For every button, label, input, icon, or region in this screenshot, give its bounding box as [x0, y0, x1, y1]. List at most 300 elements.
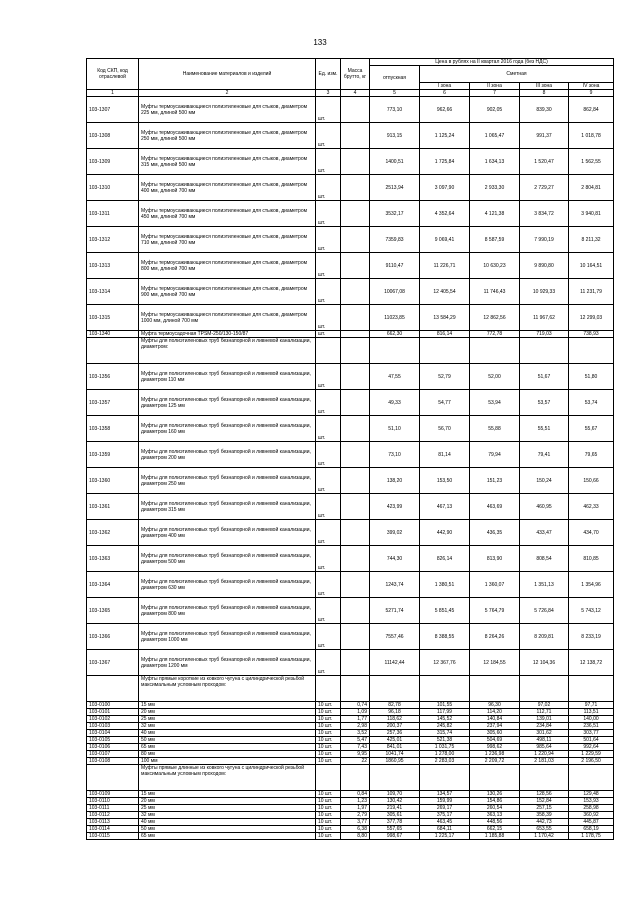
table-cell-name: Муфты для полиэтиленовых труб безнапорной и ливневой канализации, диаметром 125 мм [139, 390, 316, 416]
table-cell-release-price: 130,42 [370, 798, 420, 805]
table-cell-mass: 22 [341, 758, 370, 765]
page-number: 133 [313, 38, 327, 47]
table-cell-zone-4-price: 862,84 [569, 97, 614, 123]
table-cell-mass: 1,97 [341, 805, 370, 812]
table-cell-zone-4-price: 153,93 [569, 798, 614, 805]
table-cell-name: Муфты для полиэтиленовых труб безнапорной и ливневой канализации, диаметром 160 мм [139, 416, 316, 442]
table-cell-zone-3-price: 839,30 [520, 97, 569, 123]
table-cell-zone-1-price: 1 278,00 [420, 751, 470, 758]
table-cell-unit: 10 шт. [316, 723, 341, 730]
table-row [87, 572, 614, 598]
table-cell-mass [341, 520, 370, 546]
table-cell-zone-4-price: 501,64 [569, 737, 614, 744]
table-cell-zone-4-price: 51,80 [569, 364, 614, 390]
table-cell-zone-2-price: 504,69 [470, 737, 520, 744]
table-cell-zone-2-price: 96,30 [470, 702, 520, 709]
table-cell-unit: 10 шт. [316, 737, 341, 744]
table-cell-release-price: 73,10 [370, 442, 420, 468]
table-cell-unit: 10 шт. [316, 798, 341, 805]
table-row [87, 744, 614, 751]
table-cell-release-price: 1400,51 [370, 149, 420, 175]
table-cell-zone-2-price [470, 338, 520, 364]
table-cell-mass [341, 201, 370, 227]
table-cell-zone-2-price: 902,05 [470, 97, 520, 123]
table-cell-zone-3-price: 11 967,62 [520, 305, 569, 331]
table-cell-name: Муфта термоусадочная TPSM-250/130-150/87 [139, 331, 316, 338]
table-cell-code: 103-1367 [87, 650, 139, 676]
table-cell-name: Муфты для полиэтиленовых труб безнапорной и ливневой канализации, диаметром 315 мм [139, 494, 316, 520]
table-cell-zone-4-price: 1 018,78 [569, 123, 614, 149]
table-cell-zone-3-price: 2 181,03 [520, 758, 569, 765]
table-cell-zone-1-price: 159,99 [420, 798, 470, 805]
table-cell-release-price: 557,65 [370, 826, 420, 833]
table-cell-zone-3-price: 1 520,47 [520, 149, 569, 175]
table-cell-release-price: 913,15 [370, 123, 420, 149]
table-cell-zone-3-price: 7 990,19 [520, 227, 569, 253]
table-cell-code: 103-0105 [87, 737, 139, 744]
table-cell-code: 103-1362 [87, 520, 139, 546]
table-cell-zone-1-price: 134,57 [420, 791, 470, 798]
table-cell-unit: шт. [316, 227, 341, 253]
table-cell-unit: 10 шт. [316, 758, 341, 765]
table-cell-release-price [370, 676, 420, 702]
table-cell-zone-2-price: 237,94 [470, 723, 520, 730]
table-cell-zone-4-price: 55,67 [569, 416, 614, 442]
table-cell-zone-2-price: 463,69 [470, 494, 520, 520]
table-cell-unit: шт. [316, 149, 341, 175]
table-cell-zone-3-price: 433,47 [520, 520, 569, 546]
table-row [87, 791, 614, 798]
table-cell-code: 103-1313 [87, 253, 139, 279]
table-cell-zone-3-price: 719,03 [520, 331, 569, 338]
table-cell-code: 103-1358 [87, 416, 139, 442]
table-cell-zone-4-price: 12 138,72 [569, 650, 614, 676]
header-price-group: Цена в рублях на II квартал 2016 года (без НДС) [370, 59, 614, 66]
table-cell-zone-4-price: 12 299,03 [569, 305, 614, 331]
table-cell-zone-1-price: 1 031,75 [420, 744, 470, 751]
table-cell-unit: шт. [316, 123, 341, 149]
table-cell-code: 103-0103 [87, 723, 139, 730]
table-cell-name: Муфты для полиэтиленовых труб безнапорной и ливневой канализации, диаметром 1000 мм [139, 624, 316, 650]
table-cell-unit: шт. [316, 390, 341, 416]
table-cell-name: Муфты прямые короткие из ковкого чугуна с цилиндрической резьбой максимальным условным проходом: [139, 676, 316, 702]
table-cell-unit: шт. [316, 175, 341, 201]
table-cell-release-price: 10067,08 [370, 279, 420, 305]
column-number: 1 [87, 90, 139, 97]
table-row [87, 676, 614, 702]
table-cell-release-price: 118,62 [370, 716, 420, 723]
table-cell-zone-1-price: 1 225,17 [420, 833, 470, 840]
table-cell-name: 20 мм [139, 798, 316, 805]
table-cell-zone-4-price [569, 765, 614, 791]
table-cell-mass: 7,43 [341, 744, 370, 751]
table-cell-code: 103-0108 [87, 758, 139, 765]
table-cell-zone-1-price: 1 380,51 [420, 572, 470, 598]
header-zone-3: III зона [520, 83, 569, 90]
table-cell-unit: шт. [316, 97, 341, 123]
table-cell-name: 40 мм [139, 730, 316, 737]
table-cell-mass [341, 598, 370, 624]
table-row [87, 598, 614, 624]
table-cell-zone-2-price: 662,15 [470, 826, 520, 833]
table-cell-release-price: 49,33 [370, 390, 420, 416]
table-cell-zone-3-price: 985,64 [520, 744, 569, 751]
table-cell-zone-2-price: 1 634,13 [470, 149, 520, 175]
table-cell-zone-4-price: 434,70 [569, 520, 614, 546]
table-row [87, 758, 614, 765]
table-cell-name: Муфты для полиэтиленовых труб безнапорной и ливневой канализации, диаметром 1200 мм [139, 650, 316, 676]
table-cell-zone-1-price: 4 352,64 [420, 201, 470, 227]
table-cell-unit: шт. [316, 572, 341, 598]
table-cell-zone-3-price: 97,02 [520, 702, 569, 709]
table-cell-name: Муфты для полиэтиленовых труб безнапорной и ливневой канализации, диаметром 400 мм [139, 520, 316, 546]
table-cell-unit: шт. [316, 305, 341, 331]
table-cell-code: 103-1366 [87, 624, 139, 650]
table-cell-zone-4-price: 79,65 [569, 442, 614, 468]
table-cell-release-price: 744,30 [370, 546, 420, 572]
table-cell-mass [341, 624, 370, 650]
table-cell-name: Муфты прямые длинные из ковкого чугуна с цилиндрической резьбой максимальным условным проходом: [139, 765, 316, 791]
table-cell-name: Муфты термоусаживающиеся полиэтиленовые для стыков, диаметром 450 мм, длиной 700 мм [139, 201, 316, 227]
table-cell-mass [341, 279, 370, 305]
table-cell-zone-2-price: 1 065,47 [470, 123, 520, 149]
table-row [87, 833, 614, 840]
table-cell-zone-1-price: 54,77 [420, 390, 470, 416]
column-number: 7 [470, 90, 520, 97]
table-cell-zone-3-price [520, 765, 569, 791]
table-cell-mass [341, 364, 370, 390]
table-cell-code: 103-0115 [87, 833, 139, 840]
table-cell-zone-3-price: 12 104,36 [520, 650, 569, 676]
table-cell-zone-1-price: 315,74 [420, 730, 470, 737]
table-cell-mass [341, 149, 370, 175]
table-cell-release-price: 425,01 [370, 737, 420, 744]
table-cell-zone-4-price: 658,19 [569, 826, 614, 833]
table-cell-zone-2-price: 8 587,59 [470, 227, 520, 253]
table-cell-name: Муфты термоусаживающиеся полиэтиленовые для стыков, диаметром 900 мм, длиной 700 мм [139, 279, 316, 305]
table-cell-zone-4-price: 236,51 [569, 723, 614, 730]
table-row [87, 723, 614, 730]
table-cell-zone-4-price: 738,93 [569, 331, 614, 338]
table-cell-unit: шт. [316, 520, 341, 546]
table-cell-code: 103-1357 [87, 390, 139, 416]
table-row [87, 97, 614, 123]
table-cell-unit: шт. [316, 416, 341, 442]
table-cell-zone-4-price: 2 196,50 [569, 758, 614, 765]
table-cell-name: 15 мм [139, 791, 316, 798]
table-cell-release-price: 998,67 [370, 833, 420, 840]
table-cell-zone-3-price: 8 209,81 [520, 624, 569, 650]
table-cell-zone-3-price: 9 890,80 [520, 253, 569, 279]
table-cell-release-price: 9110,47 [370, 253, 420, 279]
table-cell-code: 103-1309 [87, 149, 139, 175]
table-cell-code: 103-0101 [87, 709, 139, 716]
table-cell-unit: шт. [316, 494, 341, 520]
table-cell-mass [341, 765, 370, 791]
table-cell-name: Муфты термоусаживающиеся полиэтиленовые для стыков, диаметром 800 мм, длиной 700 мм [139, 253, 316, 279]
table-cell-zone-4-price: 150,66 [569, 468, 614, 494]
table-row [87, 716, 614, 723]
table-cell-unit: шт. [316, 546, 341, 572]
table-cell-zone-3-price: 10 929,33 [520, 279, 569, 305]
table-cell-zone-2-price: 140,84 [470, 716, 520, 723]
table-cell-mass [341, 416, 370, 442]
table-cell-zone-4-price [569, 676, 614, 702]
table-cell-zone-2-price: 12 862,56 [470, 305, 520, 331]
column-number: 2 [139, 90, 316, 97]
table-cell-zone-1-price: 521,38 [420, 737, 470, 744]
table-row [87, 468, 614, 494]
column-number: 8 [520, 90, 569, 97]
table-cell-zone-1-price: 2 283,03 [420, 758, 470, 765]
table-cell-zone-1-price: 153,50 [420, 468, 470, 494]
table-cell-zone-3-price: 53,57 [520, 390, 569, 416]
table-cell-zone-3-price: 3 834,72 [520, 201, 569, 227]
column-number: 6 [420, 90, 470, 97]
table-cell-zone-2-price: 130,26 [470, 791, 520, 798]
table-cell-name: 80 мм [139, 751, 316, 758]
table-cell-zone-2-price: 10 630,23 [470, 253, 520, 279]
table-cell-release-price [370, 338, 420, 364]
table-cell-zone-4-price: 8 211,32 [569, 227, 614, 253]
table-cell-unit: шт. [316, 331, 341, 338]
table-cell-name: Муфты для полиэтиленовых труб безнапорной и ливневой канализации, диаметром 630 мм [139, 572, 316, 598]
table-cell-zone-1-price [420, 338, 470, 364]
table-cell-zone-1-price: 5 851,45 [420, 598, 470, 624]
table-cell-release-price [370, 765, 420, 791]
table-cell-zone-4-price: 303,77 [569, 730, 614, 737]
table-cell-release-price: 2513,94 [370, 175, 420, 201]
table-cell-code: 103-0104 [87, 730, 139, 737]
table-cell-zone-1-price: 12 367,76 [420, 650, 470, 676]
table-cell-name: Муфты термоусаживающиеся полиэтиленовые для стыков, диаметром 1000 мм, длиной 700 мм [139, 305, 316, 331]
table-cell-name: Муфты для полиэтиленовых труб безнапорной и ливневой канализации, диаметром: [139, 338, 316, 364]
table-cell-zone-4-price: 5 743,12 [569, 598, 614, 624]
table-cell-zone-3-price: 55,51 [520, 416, 569, 442]
table-cell-unit: шт. [316, 624, 341, 650]
table-cell-code: 103-0109 [87, 791, 139, 798]
table-cell-zone-3-price: 128,56 [520, 791, 569, 798]
table-cell-mass [341, 572, 370, 598]
table-cell-release-price: 219,41 [370, 805, 420, 812]
table-cell-zone-3-price: 653,55 [520, 826, 569, 833]
table-cell-zone-4-price [569, 338, 614, 364]
table-cell-zone-1-price: 81,14 [420, 442, 470, 468]
table-cell-zone-4-price: 11 231,79 [569, 279, 614, 305]
header-release: отпускная [370, 66, 420, 90]
table-row [87, 624, 614, 650]
table-cell-code: 103-0110 [87, 798, 139, 805]
table-cell-mass [341, 676, 370, 702]
table-cell-zone-1-price: 101,55 [420, 702, 470, 709]
table-cell-mass: 9,95 [341, 751, 370, 758]
table-row [87, 702, 614, 709]
table-row [87, 279, 614, 305]
table-cell-mass [341, 305, 370, 331]
table-cell-zone-2-price: 154,86 [470, 798, 520, 805]
table-cell-code: 103-1359 [87, 442, 139, 468]
table-cell-name: Муфты термоусаживающиеся полиэтиленовые для стыков, диаметром 225 мм, длиной 500 мм [139, 97, 316, 123]
table-cell-mass: 1,23 [341, 798, 370, 805]
table-cell-release-price: 3532,17 [370, 201, 420, 227]
table-cell-zone-4-price: 360,92 [569, 812, 614, 819]
table-cell-zone-2-price: 55,88 [470, 416, 520, 442]
table-cell-release-price: 82,78 [370, 702, 420, 709]
header-mass: Масса брутто, кг [341, 59, 370, 90]
table-cell-zone-3-price: 150,24 [520, 468, 569, 494]
table-cell-zone-3-price: 5 726,84 [520, 598, 569, 624]
table-cell-mass [341, 546, 370, 572]
table-cell-zone-3-price: 257,15 [520, 805, 569, 812]
table-cell-zone-2-price: 114,20 [470, 709, 520, 716]
table-cell-zone-3-price: 442,73 [520, 819, 569, 826]
table-cell-name: 15 мм [139, 702, 316, 709]
table-cell-code: 103-1365 [87, 598, 139, 624]
table-cell-code: 103-1315 [87, 305, 139, 331]
table-row [87, 227, 614, 253]
table-cell-unit [316, 676, 341, 702]
table-cell-release-price: 841,01 [370, 744, 420, 751]
table-cell-zone-2-price [470, 765, 520, 791]
table-cell-code: 103-1360 [87, 468, 139, 494]
table-row [87, 201, 614, 227]
table-cell-release-price: 377,78 [370, 819, 420, 826]
table-cell-zone-4-price: 1 562,55 [569, 149, 614, 175]
table-cell-unit: шт. [316, 253, 341, 279]
table-cell-zone-1-price: 12 405,54 [420, 279, 470, 305]
table-cell-zone-3-price: 808,54 [520, 546, 569, 572]
table-cell-name: 50 мм [139, 826, 316, 833]
table-cell-zone-1-price: 11 226,71 [420, 253, 470, 279]
table-cell-name: Муфты для полиэтиленовых труб безнапорной и ливневой канализации, диаметром 500 мм [139, 546, 316, 572]
table-cell-zone-1-price: 269,17 [420, 805, 470, 812]
table-cell-zone-4-price: 129,48 [569, 791, 614, 798]
table-cell-unit: 10 шт. [316, 833, 341, 840]
table-cell-code: 103-1311 [87, 201, 139, 227]
table-cell-release-price: 11142,44 [370, 650, 420, 676]
table-row [87, 364, 614, 390]
table-cell-zone-4-price: 258,98 [569, 805, 614, 812]
table-cell-zone-4-price: 97,71 [569, 702, 614, 709]
table-header [87, 59, 614, 97]
table-cell-code: 103-0113 [87, 819, 139, 826]
header-zone-1: I зона [420, 83, 470, 90]
table-cell-zone-2-price: 998,62 [470, 744, 520, 751]
table-row [87, 305, 614, 331]
header-zone-2: II зона [470, 83, 520, 90]
table-cell-unit [316, 338, 341, 364]
table-cell-zone-2-price: 436,35 [470, 520, 520, 546]
table-row [87, 149, 614, 175]
table-cell-zone-2-price: 52,00 [470, 364, 520, 390]
table-row [87, 175, 614, 201]
table-cell-mass [341, 331, 370, 338]
table-cell-zone-2-price: 53,94 [470, 390, 520, 416]
table-cell-zone-2-price: 260,54 [470, 805, 520, 812]
table-cell-zone-3-price: 139,01 [520, 716, 569, 723]
table-cell-release-price: 662,30 [370, 331, 420, 338]
table-row [87, 798, 614, 805]
table-cell-zone-1-price: 684,11 [420, 826, 470, 833]
price-table [86, 58, 614, 840]
table-cell-code [87, 338, 139, 364]
table-row [87, 737, 614, 744]
table-cell-zone-4-price: 1 178,75 [569, 833, 614, 840]
table-cell-name: 20 мм [139, 709, 316, 716]
table-cell-unit: 10 шт. [316, 791, 341, 798]
table-cell-release-price: 47,55 [370, 364, 420, 390]
table-cell-zone-1-price: 826,14 [420, 546, 470, 572]
table-cell-zone-4-price: 113,51 [569, 709, 614, 716]
table-row [87, 338, 614, 364]
table-cell-mass [341, 390, 370, 416]
table-cell-unit: шт. [316, 442, 341, 468]
table-cell-zone-2-price: 1 185,88 [470, 833, 520, 840]
table-body [87, 97, 614, 840]
table-cell-zone-2-price: 4 121,38 [470, 201, 520, 227]
table-cell-name: Муфты термоусаживающиеся полиэтиленовые для стыков, диаметром 400 мм, длиной 700 мм [139, 175, 316, 201]
table-cell-name: 100 мм [139, 758, 316, 765]
table-row [87, 826, 614, 833]
column-number: 3 [316, 90, 341, 97]
table-cell-release-price: 773,10 [370, 97, 420, 123]
table-cell-unit: шт. [316, 598, 341, 624]
table-cell-release-price: 423,99 [370, 494, 420, 520]
table-cell-zone-1-price: 9 069,41 [420, 227, 470, 253]
table-cell-code: 103-0114 [87, 826, 139, 833]
table-cell-mass: 8,80 [341, 833, 370, 840]
table-cell-zone-4-price: 53,74 [569, 390, 614, 416]
table-row [87, 546, 614, 572]
table-cell-zone-1-price: 1 125,24 [420, 123, 470, 149]
table-cell-zone-1-price: 245,82 [420, 723, 470, 730]
table-cell-zone-3-price: 152,84 [520, 798, 569, 805]
table-cell-zone-2-price: 11 746,43 [470, 279, 520, 305]
table-cell-zone-2-price: 12 184,55 [470, 650, 520, 676]
table-cell-name: 25 мм [139, 716, 316, 723]
table-cell-mass [341, 97, 370, 123]
table-cell-zone-1-price: 117,99 [420, 709, 470, 716]
table-cell-mass: 5,47 [341, 737, 370, 744]
table-cell-zone-1-price [420, 676, 470, 702]
table-cell-unit: 10 шт. [316, 730, 341, 737]
table-cell-unit: 10 шт. [316, 744, 341, 751]
table-cell-release-price: 11023,85 [370, 305, 420, 331]
table-cell-mass [341, 468, 370, 494]
table-cell-name: Муфты для полиэтиленовых труб безнапорной и ливневой канализации, диаметром 800 мм [139, 598, 316, 624]
table-cell-name: Муфты для полиэтиленовых труб безнапорной и ливневой канализации, диаметром 110 мм [139, 364, 316, 390]
table-cell-mass [341, 175, 370, 201]
column-number: 4 [341, 90, 370, 97]
table-row [87, 751, 614, 758]
table-cell-mass [341, 494, 370, 520]
table-cell-zone-2-price: 151,23 [470, 468, 520, 494]
table-row [87, 494, 614, 520]
table-cell-code: 103-0100 [87, 702, 139, 709]
table-cell-zone-1-price: 816,14 [420, 331, 470, 338]
table-cell-release-price: 96,18 [370, 709, 420, 716]
table-row [87, 765, 614, 791]
table-cell-zone-1-price: 463,45 [420, 819, 470, 826]
table-cell-zone-4-price: 8 233,19 [569, 624, 614, 650]
table-cell-code: 103-1364 [87, 572, 139, 598]
table-cell-code: 103-0107 [87, 751, 139, 758]
table-cell-mass [341, 650, 370, 676]
table-cell-release-price: 109,70 [370, 791, 420, 798]
table-cell-code: 103-1361 [87, 494, 139, 520]
table-row [87, 442, 614, 468]
table-cell-unit: 10 шт. [316, 812, 341, 819]
